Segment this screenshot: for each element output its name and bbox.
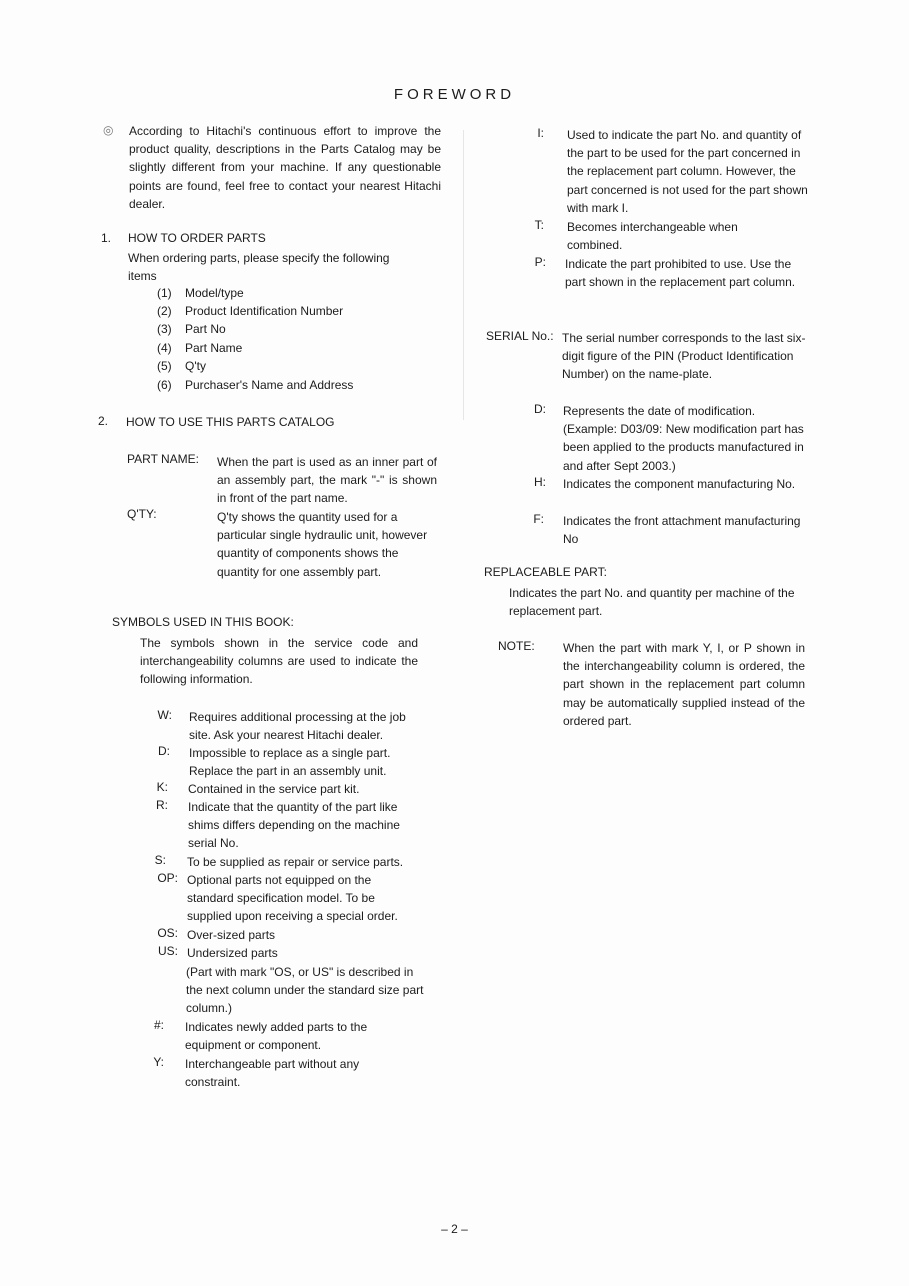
symbol-description: Contained in the service part kit. [188, 782, 360, 796]
symbol-key: P: [534, 255, 546, 269]
replaceable-description: Indicates the part No. and quantity per machine of the replacement part. [509, 586, 795, 619]
symbol-description: Over-sized parts [187, 928, 276, 942]
note-description: When the part with mark Y, I, or P shown in the interchangeability column is ordered, the part shown in the replacement part column may be automatically supplied instead of the ordered part. [563, 641, 805, 728]
symbol-key: K: [156, 780, 168, 794]
code-description: Represents the date of modification. (Example: D03/09: New modification part has been applied to the products manufactured in and after Sept 2003.) [563, 404, 804, 473]
code-description: Indicates the front attachment manufacturing No [563, 514, 801, 547]
symbol-description: Indicate the part prohibited to use. Use the part shown in the replacement part column. [565, 257, 796, 290]
symbols-heading: SYMBOLS USED IN THIS BOOK: [112, 615, 294, 629]
qty-label: Q'TY: [127, 507, 157, 521]
order-item-number: (6) [157, 378, 172, 392]
order-item-number: (4) [157, 341, 172, 355]
order-item-text: Part No [185, 322, 226, 336]
replaceable-heading: REPLACEABLE PART: [484, 565, 607, 579]
symbol-key: #: [153, 1018, 164, 1032]
order-item-text: Q'ty [185, 359, 206, 373]
symbol-description: Optional parts not equipped on the standard specification model. To be supplied upon receiving a special order. [187, 873, 398, 924]
note-label: NOTE: [498, 639, 535, 653]
part-name-description: When the part is used as an inner part of an assembly part, the mark "-" is shown in front of the part name. [217, 455, 437, 506]
code-key: H: [534, 475, 546, 489]
section-2-number: 2. [98, 414, 109, 428]
symbol-key: W: [157, 708, 172, 722]
symbol-key: Y: [153, 1055, 164, 1069]
order-item-text: Product Identification Number [185, 304, 344, 318]
code-key: F: [533, 512, 544, 526]
order-item-number: (1) [157, 286, 172, 300]
symbol-description: Indicates newly added parts to the equipment or component. [185, 1020, 368, 1053]
order-item-number: (2) [157, 304, 172, 318]
symbol-key: OP: [157, 871, 178, 885]
symbol-key: US: [157, 944, 178, 958]
order-item-number: (3) [157, 322, 172, 336]
symbol-description: Used to indicate the part No. and quantity of the part to be used for the part concerned in the replacement part column. However, the part concerned is not used for the part shown with mark I. [567, 128, 808, 215]
column-divider [463, 130, 464, 420]
order-item-text: Model/type [185, 286, 244, 300]
intro-bullet-icon: ◎ [103, 123, 114, 137]
symbol-description: To be supplied as repair or service parts. [187, 855, 404, 869]
section-1-number: 1. [101, 231, 112, 245]
os-us-note: (Part with mark "OS, or US" is described in the next column under the standard size part column.) [186, 965, 424, 1016]
symbol-description: Indicate that the quantity of the part like shims differs depending on the machine serial No. [188, 800, 400, 851]
symbol-key: OS: [157, 926, 178, 940]
symbol-key: S: [154, 853, 166, 867]
code-key: D: [534, 402, 546, 416]
symbol-description: Impossible to replace as a single part. Replace the part in an assembly unit. [189, 746, 391, 779]
part-name-label: PART NAME: [127, 452, 200, 466]
symbol-key: D: [158, 744, 170, 758]
symbol-key: T: [534, 218, 544, 232]
page-number: – 2 – [441, 1222, 468, 1236]
order-item-text: Part Name [185, 341, 243, 355]
section-1-heading: HOW TO ORDER PARTS [128, 231, 266, 245]
page-title: FOREWORD [393, 86, 516, 103]
symbol-description: Becomes interchangeable when combined. [567, 220, 738, 253]
symbol-description: Requires additional processing at the job site. Ask your nearest Hitachi dealer. [189, 710, 406, 743]
order-item-text: Purchaser's Name and Address [185, 378, 354, 392]
symbols-intro: The symbols shown in the service code and interchangeability columns are used to indicate the following information. [140, 636, 418, 687]
code-description: Indicates the component manufacturing No. [563, 477, 796, 491]
symbol-description: Undersized parts [187, 946, 278, 960]
symbol-key: I: [537, 126, 544, 140]
section-2-heading: HOW TO USE THIS PARTS CATALOG [126, 415, 335, 429]
intro-paragraph: According to Hitachi's continuous effort to improve the product quality, descriptions in the Parts Catalog may be slightly different from your machine. If any questionable points are found, feel free to contact your nearest Hitachi dealer. [129, 124, 441, 211]
order-item-number: (5) [157, 359, 172, 373]
serial-description: The serial number corresponds to the last six-digit figure of the PIN (Product Identification Number) on the name-plate. [562, 331, 806, 382]
symbol-key: R: [156, 798, 168, 812]
symbol-description: Interchangeable part without any constraint. [185, 1057, 360, 1090]
qty-description: Q'ty shows the quantity used for a particular single hydraulic unit, however quantity of components shows the quantity for one assembly part. [217, 510, 428, 579]
serial-label: SERIAL No.: [486, 329, 554, 343]
section-1-lead: When ordering parts, please specify the following items [128, 251, 390, 284]
